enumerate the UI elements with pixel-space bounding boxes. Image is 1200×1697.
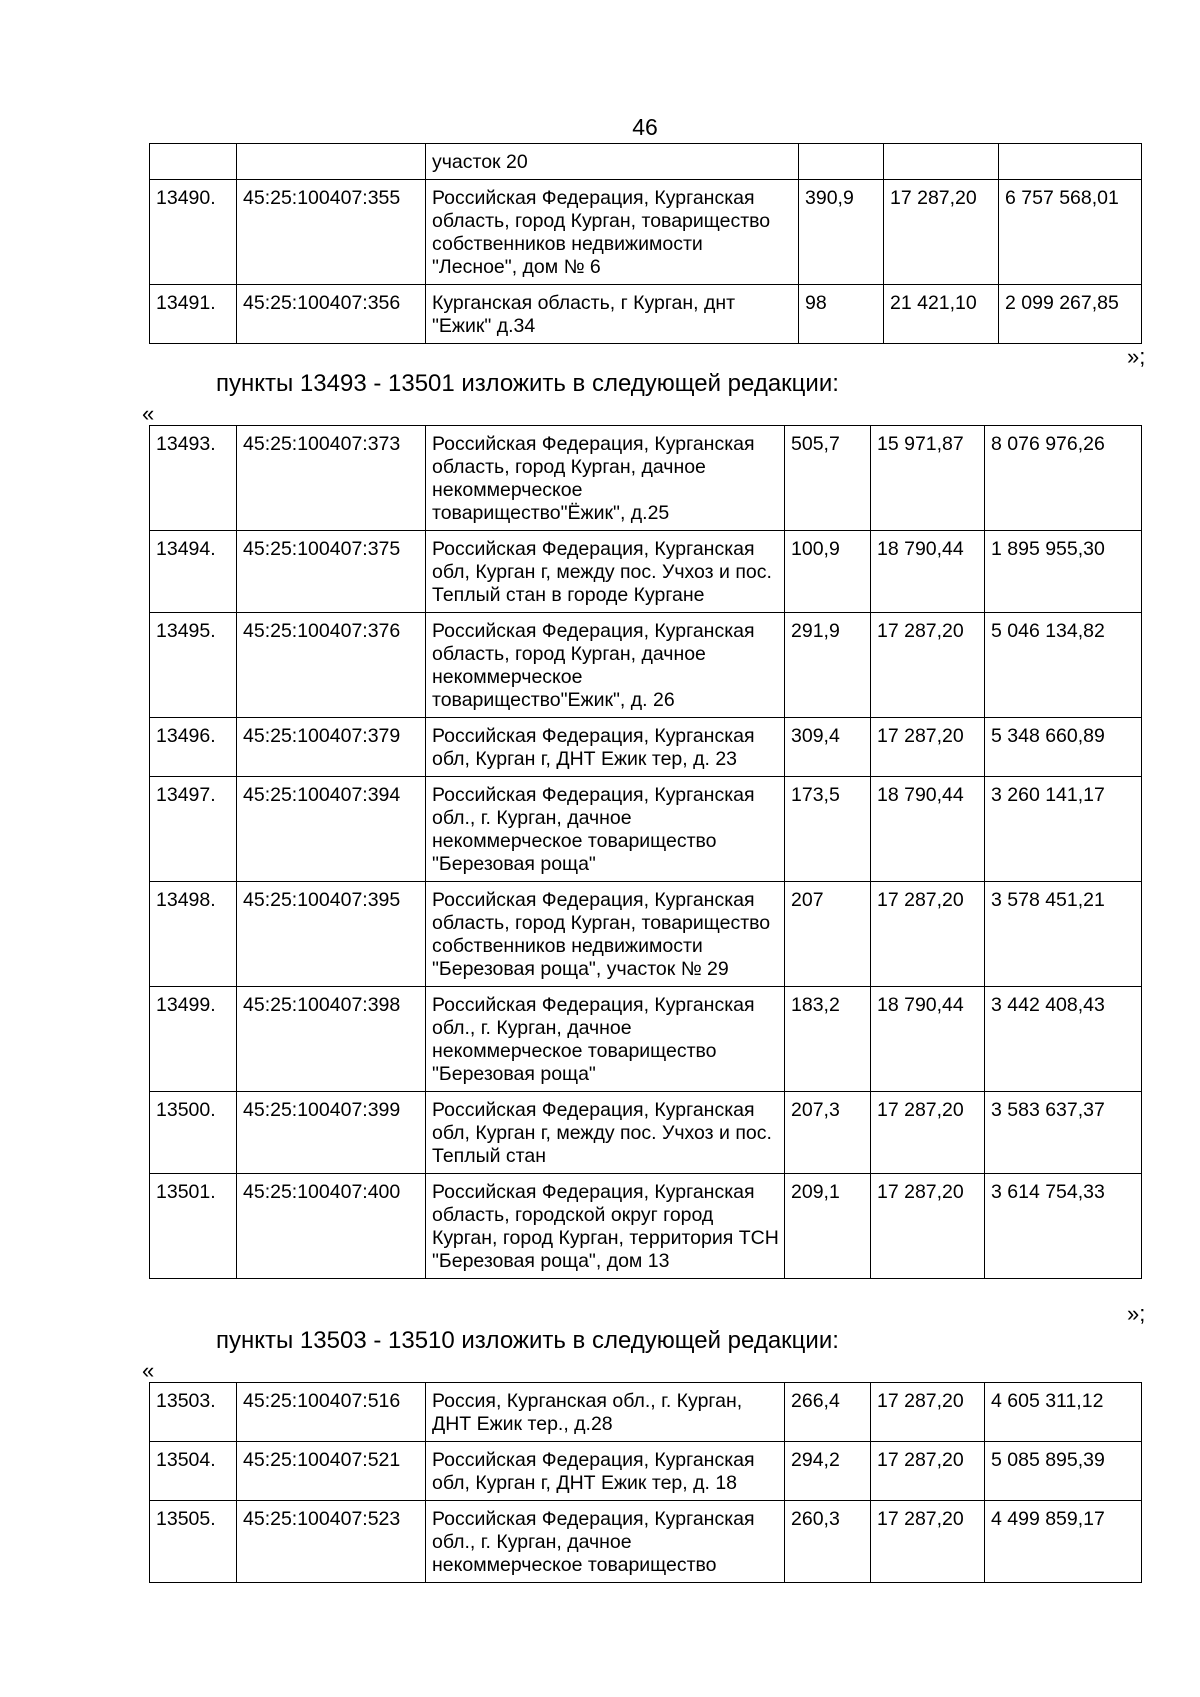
address-cell: Курганская область, г Курган, днт "Ежик" д.34 bbox=[426, 285, 799, 344]
area-cell: 294,2 bbox=[785, 1442, 871, 1501]
table-row bbox=[150, 426, 1142, 531]
instruction-text: пункты 13493 - 13501 изложить в следующей редакции: bbox=[216, 370, 839, 397]
cadastral-number-cell: 45:25:100407:376 bbox=[237, 613, 426, 718]
area-cell: 260,3 bbox=[785, 1501, 871, 1583]
item-number-cell: 13499. bbox=[150, 987, 237, 1092]
unit-value-cell: 18 790,44 bbox=[871, 531, 985, 613]
cadastral-number-cell: 45:25:100407:394 bbox=[237, 777, 426, 882]
area-cell: 207 bbox=[785, 882, 871, 987]
cadastral-value-cell: 4 499 859,17 bbox=[985, 1501, 1142, 1583]
table-row bbox=[150, 882, 1142, 987]
area-cell: 505,7 bbox=[785, 426, 871, 531]
area-cell: 98 bbox=[799, 285, 884, 344]
address-cell: Российская Федерация, Курганская область, город Курган, дачное некоммерческое товарищество"Ёжик", д.25 bbox=[426, 426, 785, 531]
area-cell: 266,4 bbox=[785, 1383, 871, 1442]
area-cell: 209,1 bbox=[785, 1174, 871, 1279]
registry-table-1 bbox=[149, 143, 1142, 344]
unit-value-cell bbox=[884, 144, 999, 180]
cadastral-number-cell: 45:25:100407:523 bbox=[237, 1501, 426, 1583]
table-row bbox=[150, 1383, 1142, 1442]
unit-value-cell: 17 287,20 bbox=[871, 718, 985, 777]
address-cell: Российская Федерация, Курганская область, город Курган, товарищество собственников недвижимости "Лесное", дом № 6 bbox=[426, 180, 799, 285]
table-row bbox=[150, 1174, 1142, 1279]
cadastral-number-cell: 45:25:100407:398 bbox=[237, 987, 426, 1092]
item-number-cell: 13501. bbox=[150, 1174, 237, 1279]
address-cell: Российская Федерация, Курганская обл., г. Курган, дачное некоммерческое товарищество "Березовая роща" bbox=[426, 777, 785, 882]
address-cell: Российская Федерация, Курганская обл, Курган г, между пос. Учхоз и пос. Теплый стан bbox=[426, 1092, 785, 1174]
opening-quote: « bbox=[142, 1358, 155, 1383]
table-row bbox=[150, 987, 1142, 1092]
cadastral-number-cell: 45:25:100407:521 bbox=[237, 1442, 426, 1501]
item-number-cell: 13505. bbox=[150, 1501, 237, 1583]
unit-value-cell: 15 971,87 bbox=[871, 426, 985, 531]
unit-value-cell: 17 287,20 bbox=[871, 1174, 985, 1279]
cadastral-value-cell: 2 099 267,85 bbox=[999, 285, 1142, 344]
item-number-cell: 13493. bbox=[150, 426, 237, 531]
address-cell: Российская Федерация, Курганская обл, Курган г, между пос. Учхоз и пос. Теплый стан в городе Кургане bbox=[426, 531, 785, 613]
address-cell: Российская Федерация, Курганская обл, Курган г, ДНТ Ежик тер, д. 23 bbox=[426, 718, 785, 777]
cadastral-number-cell: 45:25:100407:373 bbox=[237, 426, 426, 531]
table-row bbox=[150, 144, 1142, 180]
address-cell: Российская Федерация, Курганская обл., г. Курган, дачное некоммерческое товарищество "Березовая роща" bbox=[426, 987, 785, 1092]
table-row bbox=[150, 531, 1142, 613]
address-cell: Россия, Курганская обл., г. Курган, ДНТ Ежик тер., д.28 bbox=[426, 1383, 785, 1442]
unit-value-cell: 17 287,20 bbox=[871, 1092, 985, 1174]
unit-value-cell: 18 790,44 bbox=[871, 987, 985, 1092]
cadastral-number-cell: 45:25:100407:356 bbox=[237, 285, 426, 344]
cadastral-value-cell bbox=[999, 144, 1142, 180]
opening-quote: « bbox=[142, 401, 155, 426]
cadastral-value-cell: 8 076 976,26 bbox=[985, 426, 1142, 531]
closing-quote: »; bbox=[1127, 1301, 1146, 1326]
unit-value-cell: 18 790,44 bbox=[871, 777, 985, 882]
unit-value-cell: 17 287,20 bbox=[871, 613, 985, 718]
area-cell: 309,4 bbox=[785, 718, 871, 777]
instruction-text: пункты 13503 - 13510 изложить в следующей редакции: bbox=[216, 1327, 839, 1354]
cadastral-number-cell: 45:25:100407:400 bbox=[237, 1174, 426, 1279]
item-number-cell: 13495. bbox=[150, 613, 237, 718]
table-row bbox=[150, 1092, 1142, 1174]
registry-table-3 bbox=[149, 1382, 1142, 1583]
area-cell: 173,5 bbox=[785, 777, 871, 882]
area-cell bbox=[799, 144, 884, 180]
item-number-cell: 13503. bbox=[150, 1383, 237, 1442]
cadastral-value-cell: 6 757 568,01 bbox=[999, 180, 1142, 285]
item-number-cell: 13498. bbox=[150, 882, 237, 987]
area-cell: 291,9 bbox=[785, 613, 871, 718]
cadastral-value-cell: 3 583 637,37 bbox=[985, 1092, 1142, 1174]
table-row bbox=[150, 1501, 1142, 1583]
table-row bbox=[150, 1442, 1142, 1501]
table-row bbox=[150, 285, 1142, 344]
item-number-cell: 13496. bbox=[150, 718, 237, 777]
unit-value-cell: 17 287,20 bbox=[871, 1383, 985, 1442]
address-cell: Российская Федерация, Курганская область, город Курган, дачное некоммерческое товарищество"Ежик", д. 26 bbox=[426, 613, 785, 718]
address-cell: Российская Федерация, Курганская область, город Курган, товарищество собственников недвижимости "Березовая роща", участок № 29 bbox=[426, 882, 785, 987]
unit-value-cell: 17 287,20 bbox=[871, 882, 985, 987]
address-cell: Российская Федерация, Курганская обл., г. Курган, дачное некоммерческое товарищество bbox=[426, 1501, 785, 1583]
area-cell: 390,9 bbox=[799, 180, 884, 285]
address-cell: участок 20 bbox=[426, 144, 799, 180]
area-cell: 100,9 bbox=[785, 531, 871, 613]
item-number-cell: 13504. bbox=[150, 1442, 237, 1501]
item-number-cell bbox=[150, 144, 237, 180]
table-row bbox=[150, 718, 1142, 777]
cadastral-value-cell: 3 614 754,33 bbox=[985, 1174, 1142, 1279]
registry-table-2 bbox=[149, 425, 1142, 1279]
item-number-cell: 13497. bbox=[150, 777, 237, 882]
page-number: 46 bbox=[632, 114, 658, 140]
cadastral-value-cell: 5 046 134,82 bbox=[985, 613, 1142, 718]
cadastral-number-cell: 45:25:100407:399 bbox=[237, 1092, 426, 1174]
address-cell: Российская Федерация, Курганская обл, Курган г, ДНТ Ежик тер, д. 18 bbox=[426, 1442, 785, 1501]
cadastral-value-cell: 3 260 141,17 bbox=[985, 777, 1142, 882]
table-row bbox=[150, 777, 1142, 882]
area-cell: 183,2 bbox=[785, 987, 871, 1092]
item-number-cell: 13490. bbox=[150, 180, 237, 285]
unit-value-cell: 17 287,20 bbox=[871, 1501, 985, 1583]
cadastral-number-cell: 45:25:100407:375 bbox=[237, 531, 426, 613]
cadastral-value-cell: 5 085 895,39 bbox=[985, 1442, 1142, 1501]
unit-value-cell: 21 421,10 bbox=[884, 285, 999, 344]
closing-quote: »; bbox=[1127, 344, 1146, 369]
unit-value-cell: 17 287,20 bbox=[884, 180, 999, 285]
address-cell: Российская Федерация, Курганская область, городской округ город Курган, город Курган, территория ТСН "Березовая роща", дом 13 bbox=[426, 1174, 785, 1279]
cadastral-value-cell: 4 605 311,12 bbox=[985, 1383, 1142, 1442]
cadastral-number-cell: 45:25:100407:379 bbox=[237, 718, 426, 777]
table-row bbox=[150, 180, 1142, 285]
cadastral-value-cell: 3 442 408,43 bbox=[985, 987, 1142, 1092]
cadastral-value-cell: 3 578 451,21 bbox=[985, 882, 1142, 987]
item-number-cell: 13500. bbox=[150, 1092, 237, 1174]
cadastral-number-cell: 45:25:100407:395 bbox=[237, 882, 426, 987]
item-number-cell: 13494. bbox=[150, 531, 237, 613]
item-number-cell: 13491. bbox=[150, 285, 237, 344]
cadastral-number-cell: 45:25:100407:516 bbox=[237, 1383, 426, 1442]
cadastral-number-cell bbox=[237, 144, 426, 180]
table-row bbox=[150, 613, 1142, 718]
cadastral-value-cell: 5 348 660,89 bbox=[985, 718, 1142, 777]
unit-value-cell: 17 287,20 bbox=[871, 1442, 985, 1501]
cadastral-number-cell: 45:25:100407:355 bbox=[237, 180, 426, 285]
cadastral-value-cell: 1 895 955,30 bbox=[985, 531, 1142, 613]
area-cell: 207,3 bbox=[785, 1092, 871, 1174]
